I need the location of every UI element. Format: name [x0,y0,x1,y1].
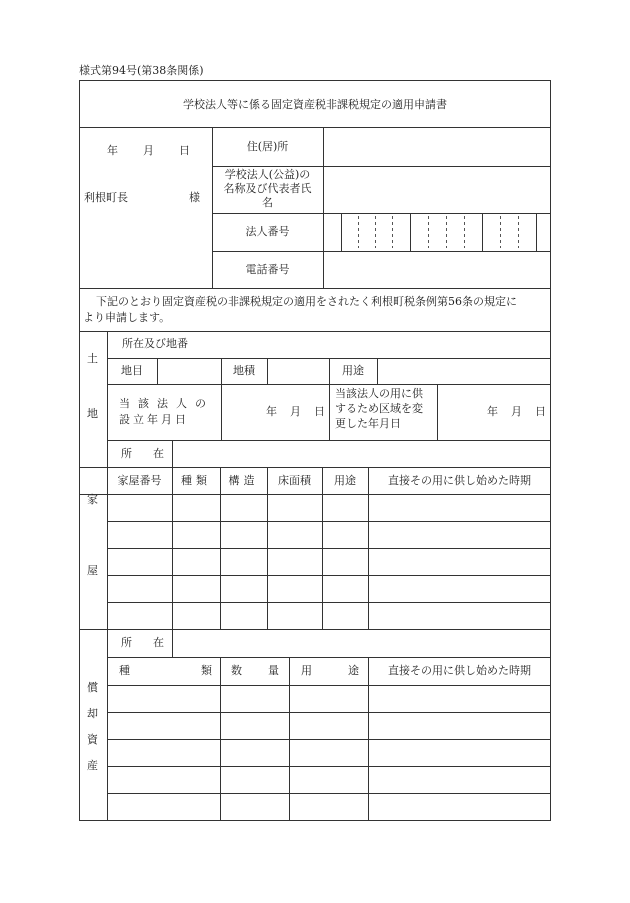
asset-col-type-2: 類 [201,664,212,677]
house-label-1: 家 [87,493,98,506]
depreciable-label-4: 産 [87,759,98,772]
house-col-type: 種類 [181,474,211,487]
asset-location-label-2: 在 [153,636,164,649]
statement-line-2: より申請します。 [83,311,171,324]
asset-col-type-1: 種 [119,664,130,677]
addressee-honorific: 様 [189,191,200,204]
applicant-name-label-3: 名 [262,196,273,209]
house-col-floor-area: 床面積 [278,474,311,487]
land-label-2: 地 [87,407,98,420]
area-change-day: 日 [535,405,546,418]
established-year: 年 [266,405,277,418]
established-date-label-1: 当該法人の [119,397,214,410]
established-month: 月 [290,405,301,418]
land-label-1: 土 [87,352,98,365]
asset-col-quantity-2: 量 [268,664,279,677]
applicant-name-label-2: 名称及び代表者氏 [223,182,312,195]
form-number: 様式第94号(第38条関係) [79,64,204,77]
established-date-label-2: 設立年月日 [119,413,189,426]
date-month-label: 月 [143,144,154,157]
depreciable-label-2: 却 [87,707,98,720]
house-location-label-1: 所 [121,447,132,460]
land-use-label: 用途 [342,364,364,377]
asset-location-label-1: 所 [121,636,132,649]
house-location-label-2: 在 [153,447,164,460]
depreciable-label-3: 資 [87,733,98,746]
corp-number-label: 法人番号 [245,225,290,238]
area-change-month: 月 [511,405,522,418]
date-year-label: 年 [107,144,118,157]
applicant-name-label-1: 学校法人(公益)の [224,168,311,181]
date-day-label: 日 [179,144,190,157]
land-category-label: 地目 [121,364,143,377]
house-col-use: 用途 [334,474,356,487]
applicant-address-label: 住(居)所 [246,140,289,153]
house-col-number: 家屋番号 [117,474,162,487]
land-location-label: 所在及び地番 [122,337,188,350]
depreciable-label-1: 償 [87,681,98,694]
asset-col-use-1: 用 [301,664,312,677]
area-change-year: 年 [487,405,498,418]
area-change-date-label-1: 当該法人の用に供 [335,387,423,400]
house-col-structure: 構造 [228,474,259,487]
statement-line-1: 下記のとおり固定資産税の非課税規定の適用をされたく利根町税条例第56条の規定に [96,295,517,308]
house-col-start-date: 直接その用に供し始めた時期 [388,474,531,487]
area-change-date-label-3: 更した年月日 [335,417,401,430]
phone-label: 電話番号 [245,263,290,276]
established-day: 日 [314,405,325,418]
asset-col-quantity-1: 数 [231,664,242,677]
asset-col-start-date: 直接その用に供し始めた時期 [388,664,531,677]
application-form [79,80,551,821]
form-title: 学校法人等に係る固定資産税非課税規定の適用申請書 [183,98,447,111]
area-change-date-label-2: するため区域を変 [335,402,423,415]
land-area-label: 地積 [233,364,255,377]
asset-col-use-2: 途 [348,664,359,677]
corp-number-dashed-dividers [359,216,519,248]
house-label-2: 屋 [87,564,98,577]
addressee-town: 利根町長 [84,191,128,204]
